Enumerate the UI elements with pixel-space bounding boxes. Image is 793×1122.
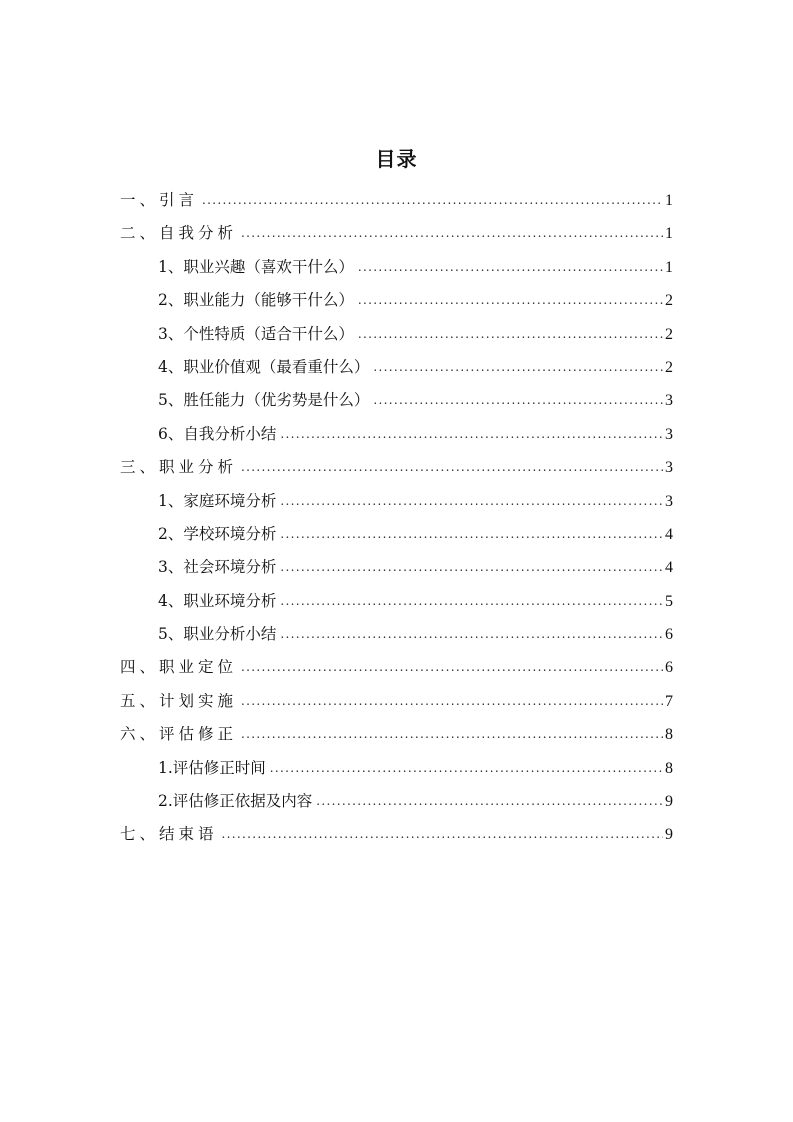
toc-entry-career-interest[interactable] <box>120 251 673 284</box>
toc-entry-family-environment[interactable] <box>120 485 673 518</box>
toc-entry-evaluation-time[interactable] <box>120 752 673 785</box>
toc-page-number: 3 <box>665 425 673 443</box>
toc-page-number: 5 <box>665 592 673 610</box>
toc-page-number: 9 <box>665 793 673 811</box>
dot-leader <box>316 785 663 818</box>
toc-entry-intro[interactable] <box>120 184 673 217</box>
dot-leader <box>222 818 663 851</box>
toc-page-number: 2 <box>665 358 673 376</box>
toc-entry-text: 5、胜任能力（优劣势是什么） <box>158 391 370 410</box>
dot-leader <box>280 485 663 518</box>
dot-leader <box>280 618 663 651</box>
toc-page-number: 6 <box>665 659 673 677</box>
toc-page-number: 1 <box>665 258 673 276</box>
toc-entry-text: 四、职业定位 <box>120 658 238 677</box>
toc-page-number: 3 <box>665 392 673 410</box>
dot-leader <box>373 351 663 384</box>
dot-leader <box>280 551 663 584</box>
dot-leader <box>241 685 663 718</box>
toc-entry-school-environment[interactable] <box>120 518 673 551</box>
dot-leader <box>373 384 663 417</box>
toc-entry-text: 一、引言 <box>120 191 199 209</box>
toc-entry-text: 二、自我分析 <box>120 224 238 243</box>
toc-entry-text: 5、职业分析小结 <box>158 625 277 644</box>
toc-entry-text: 七、结束语 <box>120 825 218 844</box>
toc-page-number: 8 <box>665 759 673 777</box>
toc-title: 目录 <box>375 147 418 171</box>
toc-page-number: 3 <box>665 459 673 477</box>
dot-leader <box>358 318 663 351</box>
dot-leader <box>202 184 663 217</box>
dot-leader <box>280 518 663 551</box>
dot-leader <box>241 451 663 484</box>
toc-entry-career-positioning[interactable] <box>120 651 673 684</box>
toc-page-number: 9 <box>665 826 673 844</box>
toc-entry-text: 六、评估修正 <box>120 725 238 744</box>
dot-leader <box>280 585 663 618</box>
toc-entry-text: 4、职业价值观（最看重什么） <box>158 357 370 376</box>
dot-leader <box>270 752 663 785</box>
toc-page-number: 2 <box>665 325 673 343</box>
toc-entry-conclusion[interactable] <box>120 818 673 851</box>
toc-page-number: 4 <box>665 559 673 577</box>
toc-entry-career-ability[interactable] <box>120 284 673 317</box>
toc-page-number: 3 <box>665 492 673 510</box>
toc-entry-text: 3、社会环境分析 <box>158 558 277 577</box>
toc-entry-career-summary[interactable] <box>120 618 673 651</box>
toc-entry-text: 3、个性特质（适合干什么） <box>158 324 354 343</box>
toc-entry-self-summary[interactable] <box>120 418 673 451</box>
toc-entry-text: 4、职业环境分析 <box>158 591 277 610</box>
toc-page-number: 1 <box>665 192 673 209</box>
toc-entry-text: 1、职业兴趣（喜欢干什么） <box>158 257 354 276</box>
toc-entry-text: 三、职业分析 <box>120 458 238 477</box>
toc-page-number: 2 <box>665 292 673 310</box>
toc-entry-career-values[interactable] <box>120 351 673 384</box>
toc-page-number: 1 <box>665 225 673 243</box>
table-of-contents <box>120 184 673 852</box>
toc-entry-text: 2、职业能力（能够干什么） <box>158 291 354 310</box>
toc-entry-competency[interactable] <box>120 384 673 417</box>
toc-entry-plan-implementation[interactable] <box>120 685 673 718</box>
toc-entry-text: 五、计划实施 <box>120 691 238 710</box>
toc-page-number: 4 <box>665 525 673 543</box>
toc-entry-career-analysis[interactable] <box>120 451 673 484</box>
dot-leader <box>280 418 663 451</box>
toc-page-number: 7 <box>665 692 673 710</box>
dot-leader <box>241 651 663 684</box>
toc-entry-text: 1、家庭环境分析 <box>158 491 277 510</box>
toc-entry-evaluation[interactable] <box>120 718 673 751</box>
toc-page-number: 6 <box>665 626 673 644</box>
dot-leader <box>358 251 663 284</box>
toc-entry-personality[interactable] <box>120 318 673 351</box>
toc-page-number: 8 <box>665 726 673 744</box>
toc-entry-text: 2.评估修正依据及内容 <box>158 792 313 811</box>
toc-entry-evaluation-basis[interactable] <box>120 785 673 818</box>
dot-leader <box>358 284 663 317</box>
toc-entry-self-analysis[interactable] <box>120 217 673 250</box>
toc-entry-career-environment[interactable] <box>120 585 673 618</box>
toc-entry-text: 2、学校环境分析 <box>158 524 277 543</box>
dot-leader <box>241 718 663 751</box>
dot-leader <box>241 217 663 250</box>
toc-entry-text: 6、自我分析小结 <box>158 424 277 443</box>
toc-entry-text: 1.评估修正时间 <box>158 758 266 777</box>
toc-entry-social-environment[interactable] <box>120 551 673 584</box>
